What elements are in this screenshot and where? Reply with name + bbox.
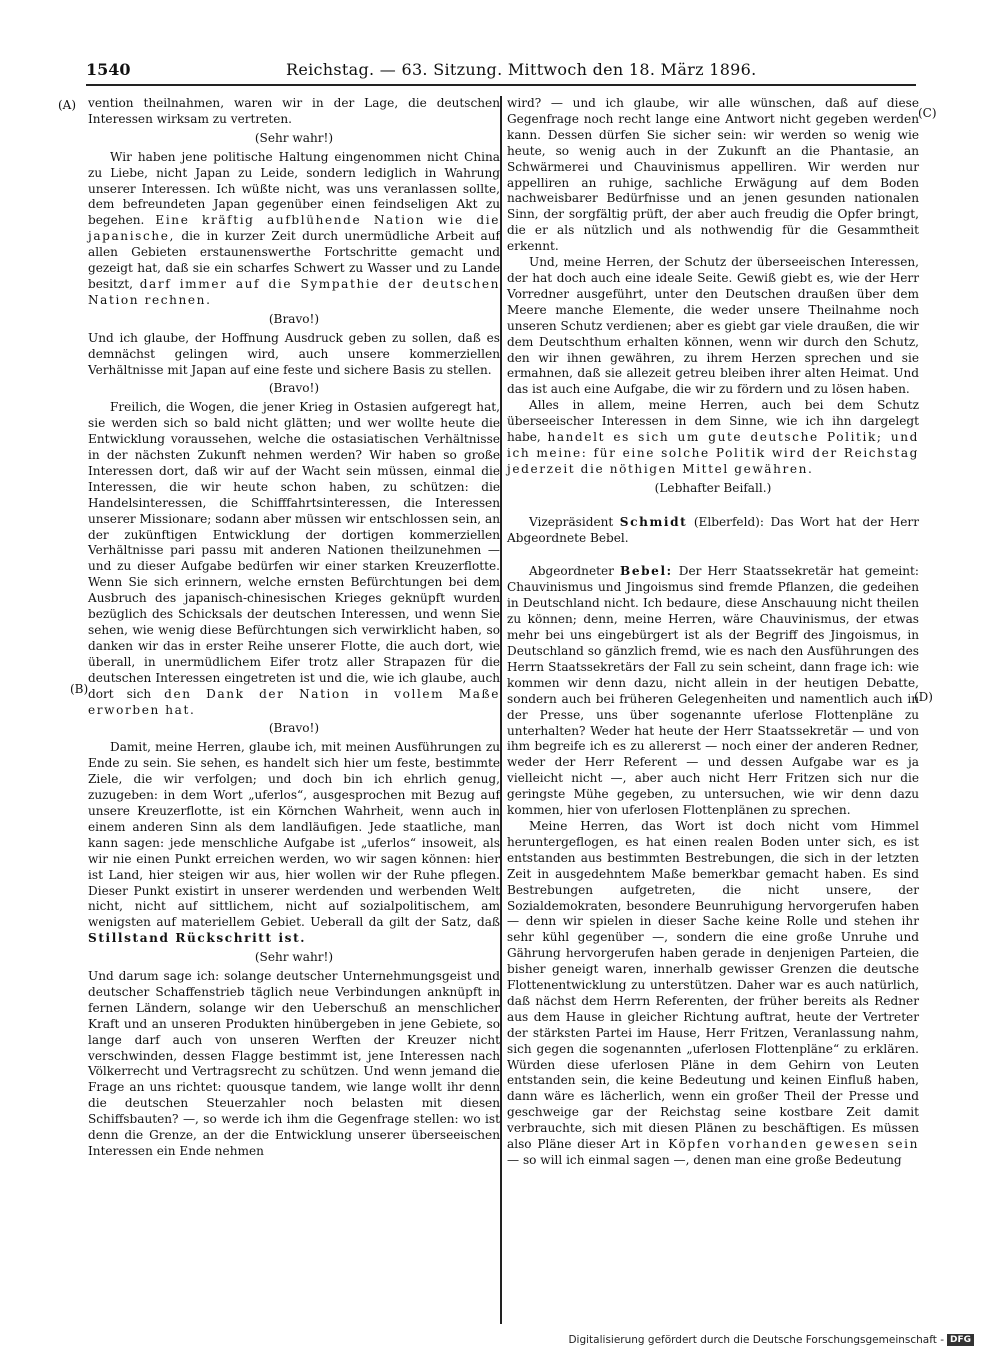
margin-marker-c: (C) xyxy=(918,106,937,120)
speaker-name: Bebel: xyxy=(620,564,673,579)
paragraph: vention theilnahmen, waren wir in der Lage, die deutschen Interessen wirksam zu vertreten. xyxy=(88,96,500,126)
margin-marker-d: (D) xyxy=(914,690,933,704)
paragraph: Und, meine Herren, der Schutz der überseeischen Interessen, der hat doch auch eine ideale Seite. Gewiß giebt es, wie der Herr Vorredner ausgeführt, unter den Deutschen draußen über dem Meere manche Elemente, die weder unsere Theilnahme noch unseren Schutz verdienen; aber es giebt gar viele draußen, die wir dem Deutschthum erhalten können, wenn wir durch den Schutz, den wir ihnen gewähren, zu ihrem Herzen sprechen und sie ermahnen, daß sie allezeit getreu bleiben ihrer alten Heimat. Und das ist auch eine Aufgabe, die wir zu fördern und zu lösen haben. xyxy=(507,255,919,397)
paragraph: Und darum sage ich: solange deutscher Unternehmungsgeist und deutscher Schaffenstrieb täglich neue Verbindungen anknüpft in fernen Ländern, solange wir den Ueberschuß an menschlicher Kraft und an unseren Produkten hinübergeben in jene Gebiete, so lange darf auch von unseren Werften der Kreuzer nicht verschwinden, dessen Flagge bestimmt ist, jene Interessen nach Völkerrecht und Vertragsrecht zu schützen. Und wenn jemand die Frage an uns richtet: quousque tandem, wie lange wollt ihr denn die deutschen Steuerzahler noch belasten mit diesen Schiffsbauten? —, so werde ich ihm die Gegenfrage stellen: wo ist denn die Grenze, an der die Entwicklung unserer überseeischen Interessen ein Ende nehmen xyxy=(88,969,500,1158)
digitization-credit xyxy=(568,1334,974,1346)
left-column xyxy=(88,96,500,1160)
column-divider xyxy=(500,96,502,1324)
paragraph: Meine Herren, das Wort ist doch nicht vom Himmel heruntergeflogen, es hat einen realen Boden unter sich, es ist entstanden aus bestimmten Bestrebungen, die sich in der letzten Zeit in ausgedehntem Maße bemerkbar gemacht haben. Es sind Bestrebungen aufgetreten, die nicht unsere, der Sozialdemokraten, besondere Beunruhigung hervorgerufen haben — denn wir spielen in dieser Sache keine Rolle und stehen ihr sehr kühl gegenüber —, sondern die eine große Unruhe und Gährung hervorgerufen haben gerade in denjenigen Parteien, die bisher geneigt waren, innerhalb gewisser Grenzen die deutsche Flottenentwicklung zu unterstützen. Daher war es auch natürlich, daß nächst dem Herrn Referenten, der früher bereits als Redner aus dem Hause in gleicher Richtung auftrat, heute der Vertreter der stärksten Partei im Hause, Herr Fritzen, Veranlassung nahm, sich gegen die sogenannten „uferlosen Flottenpläne“ zu erklären. Würden diese uferlosen Pläne in dem Gehirn von Leuten entstanden sein, die keine Bedeutung und keinen Einfluß haben, dann wäre es lächerlich, wenn ein großer Theil der Presse und geschweige gar der Reichstag seine kostbare Zeit damit verbrauchte, sich mit diesen Plänen zu beschäftigen. Es müssen also Pläne dieser Art in Köpfen vorhanden gewesen sein — so will ich einmal sagen —, denen man eine große Bedeutung xyxy=(507,818,919,1167)
speaker-name: Schmidt xyxy=(619,514,688,529)
paragraph: Alles in allem, meine Herren, auch bei dem Schutz überseeischer Interessen in dem Sinne, wie ich ihn dargelegt habe, handelt es sich um gute deutsche Politik; und ich meine: für eine solche Politik wird der Reichstag jederzeit die nöthigen Mittel gewähren. xyxy=(507,398,919,476)
speaker-role: Abgeordneter xyxy=(529,564,614,579)
paragraph: Und ich glaube, der Hoffnung Ausdruck geben zu sollen, daß es demnächst gelingen wird, auch unsere kommerziellen Verhältnisse mit Japan auf eine feste und sichere Basis zu stellen. xyxy=(88,330,500,377)
spaced-emphasis: handelt es sich um gute deutsche Politik; und ich meine: für eine solche Politik wird der Reichstag jederzeit die nöthigen Mittel gewähren. xyxy=(507,430,919,476)
speaker-paragraph: Vizepräsident Schmidt (Elberfeld): Das Wort hat der Herr Abgeordnete Bebel. xyxy=(507,514,919,545)
paragraph: Wir haben jene politische Haltung eingenommen nicht China zu Liebe, nicht Japan zu Leide, sondern lediglich in Wahrung unserer Interessen. Ich wüßte nicht, was uns veranlassen sollte, dem befreundeten Japan gegenüber einen feindseligen Akt zu begehen. Eine kräftig aufblühende Nation wie die japanische, die in kurzer Zeit durch unermüdliche Arbeit auf allen Gebieten erstaunenswerthe Fortschritte gemacht und gezeigt hat, daß sie ein scharfes Schwert zu Wasser und zu Lande besitzt, darf immer auf die Sympathie der deutschen Nation rechnen. xyxy=(88,149,500,307)
interjection: (Bravo!) xyxy=(268,721,320,736)
margin-marker-a: (A) xyxy=(58,98,77,112)
spaced-emphasis: Eine kräftig aufblühende Nation wie die japanische, xyxy=(88,213,500,244)
spaced-emphasis: in Köpfen vorhanden gewesen sein xyxy=(646,1137,919,1152)
spaced-emphasis: Stillstand Rückschritt ist. xyxy=(88,931,307,946)
paragraph: Damit, meine Herren, glaube ich, mit meinen Ausführungen zu Ende zu sein. Sie sehen, es handelt sich hier um feste, bestimmte Ziele, die wir verfolgen; und doch bin ich ehrlich genug, zuzugeben: in dem Wort „uferlos“, ausgesprochen mit Bezug auf unsere Kreuzerflotte, ist ein Körnchen Wahrheit, wenn auch in einem anderen Sinn als dem landläufigen. Jede staatliche, man kann sagen: jede menschliche Aufgabe ist „uferlos“ insoweit, als wir nie einen Punkt erreichen werden, wo wir sagen können: hier ist Land, hier steigen wir aus, hier wollen wir der Ruhe pflegen. Dieser Punkt existirt in unserer werdenden und werbenden Welt nicht, nicht auf sittlichem, nicht auf sozialpolitischem, am wenigsten auf materiellem Gebiet. Ueberall da gilt der Satz, daß Stillstand Rückschritt ist. xyxy=(88,740,500,946)
running-head: Reichstag. — 63. Sitzung. Mittwoch den 18. März 1896. xyxy=(286,60,757,79)
interjection: (Bravo!) xyxy=(268,311,320,326)
spaced-emphasis: den Dank der Nation in vollem Maße erworben hat. xyxy=(88,686,500,717)
interjection: (Lebhafter Beifall.) xyxy=(654,480,772,495)
interjection: (Bravo!) xyxy=(268,381,320,396)
page-header xyxy=(86,58,916,86)
paragraph: Freilich, die Wogen, die jener Krieg in Ostasien aufgeregt hat, sie werden sich so bald nicht glätten; und wer wollte heute die Entwicklung voraussehen, welche die ostasiatischen Verhältnisse in der nächsten Zukunft nehmen werden? Wir haben so große Interessen dort, daß wir auf der Wacht sein müssen, einmal die Interessen, die wir heute schon haben, zu schützen: die Handelsinteressen, die Schifffahrtsinteressen, die Interessen unserer Missionare; sodann aber müssen wir entschlossen sein, an der zukünftigen Entwicklung der dortigen kommerziellen Verhältnisse pari passu mit anderen Nationen theilzunehmen — und zu dieser Aufgabe bedürfen wir einer starken Kreuzerflotte. Wenn Sie sich erinnern, welche ernsten Befürchtungen bei dem Ausbruch des japanisch-chinesischen Krieges geknüpft wurden bezüglich des Schicksals der deutschen Interessen, und wenn Sie sehen, wie wenig diese Befürchtungen sich verwirklicht haben, so danken wir das in erster Reihe unserer Flotte, die auch dort, wie überall, in unermüdlichem Eifer trotz aller Strapazen für die deutschen Interessen eingetreten ist und die, wie ich glaube, auch dort sich den Dank der Nation in vollem Maße erworben hat. xyxy=(88,400,500,717)
paragraph: wird? — und ich glaube, wir alle wünschen, daß auf diese Gegenfrage noch recht lange eine Antwort nicht gegeben werden kann. Dessen dürfen Sie sicher sein: wir werden so wenig wie heute, so wenig auch in der Zukunft an die Phantasie, an Schwärmerei und Chauvinismus appelliren. Wir werden nur appelliren an ruhige, sachliche Erwägung auf dem Boden nachweisbarer Bedürfnisse und an jenen gesunden nationalen Sinn, der sorgfältig prüft, der aber auch freudig die Opfer bringt, die er als nützlich und als nothwendig für die Gesammtheit erkennt. xyxy=(507,96,919,254)
right-column xyxy=(507,96,919,1169)
credit-text: Digitalisierung gefördert durch die Deutsche Forschungsgemeinschaft - xyxy=(568,1334,944,1346)
interjection: (Sehr wahr!) xyxy=(254,950,334,965)
margin-marker-b: (B) xyxy=(70,682,89,696)
speaker-role: Vizepräsident xyxy=(529,514,614,529)
speaker-paragraph: Abgeordneter Bebel: Der Herr Staatssekretär hat gemeint: Chauvinismus und Jingoismus sind fremde Pflanzen, die gedeihen in Deutschland nicht. Ich bedaure, diese Anschauung nicht theilen zu können; denn, meine Herren, wäre Chauvinismus, der etwas mehr bei uns eingebürgert ist als der Begriff des Jingoismus, in Deutschland so gänzlich fremd, wie es nach den Ausführungen des Herrn Staatssekretärs der Fall zu sein scheint, dann frage ich: wie kommen wir denn dazu, nicht allein in der heutigen Debatte, sondern auch bei früheren Gelegenheiten und namentlich auch in der Presse, uns über sogenannte uferlose Flottenpläne zu unterhalten? Weder hat heute der Herr Staatssekretär — und von ihm begreife ich es zu allererst — noch einer der anderen Redner, weder der Herr Referent — und dessen Aufgabe war es ja vielleicht nicht —, aber auch nicht Herr Fritzen sich nur die geringste Mühe gegeben, zu untersuchen, wie wir denn dazu kommen, hier von uferlosen Flottenplänen zu sprechen. xyxy=(507,564,919,818)
spaced-emphasis: darf immer auf die Sympathie der deutschen Nation rechnen. xyxy=(88,276,500,307)
page-number: 1540 xyxy=(86,60,131,79)
dfg-logo: DFG xyxy=(947,1334,974,1346)
interjection: (Sehr wahr!) xyxy=(254,130,334,145)
